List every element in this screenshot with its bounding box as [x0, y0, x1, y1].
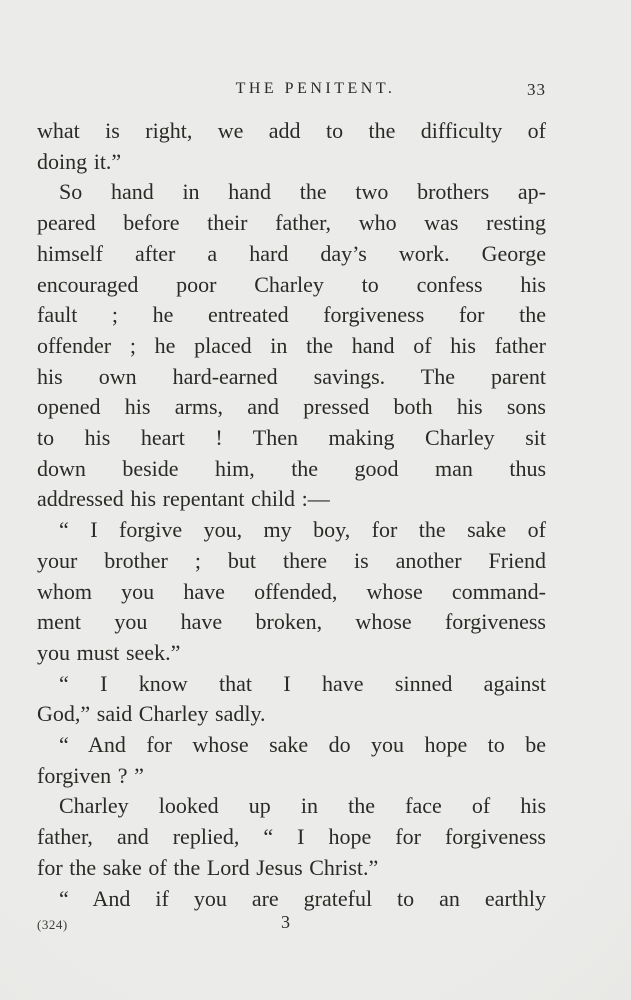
footer-page-number: 3 [281, 912, 290, 932]
text-line: fault ; he entreated forgiveness for the [37, 302, 546, 328]
text-line: encouraged poor Charley to confess his [37, 271, 546, 297]
text-line: your brother ; but there is another Friend [37, 547, 546, 573]
paragraph [37, 177, 546, 515]
page-footer [37, 912, 546, 940]
text-line: down beside him, the good man thus [37, 455, 546, 481]
text-line: “ I know that I have sinned against [59, 670, 546, 696]
paragraph [37, 730, 546, 791]
paragraph [37, 515, 546, 669]
text-line: God,” said Charley sadly. [37, 701, 266, 727]
text-line: So hand in hand the two brothers ap- [59, 179, 546, 205]
text-line: what is right, we add to the difficulty of [37, 118, 546, 143]
running-header [37, 80, 546, 100]
text-line: forgiven ? ” [37, 762, 144, 788]
text-line: to his heart ! Then making Charley sit [37, 425, 546, 451]
text-line: addressed his repentant child :— [37, 486, 330, 512]
text-line: peared before their father, who was resting [37, 210, 546, 236]
text-line: whom you have offended, whose command- [37, 578, 546, 604]
header-page-number: 33 [527, 80, 546, 99]
text-line: for the sake of the Lord Jesus Christ.” [37, 854, 379, 880]
text-line: himself after a hard day’s work. George [37, 240, 546, 266]
text-line: offender ; he placed in the hand of his father [37, 332, 546, 358]
page-body [37, 116, 546, 914]
running-header-title: THE PENITENT. [235, 80, 396, 97]
paragraph [37, 884, 546, 915]
paragraph [37, 791, 546, 883]
paragraph [37, 669, 546, 730]
text-line: Charley looked up in the face of his [59, 793, 546, 819]
text-line: his own hard-earned savings. The parent [37, 363, 546, 389]
text-line: doing it.” [37, 148, 122, 174]
text-line: “ And if you are grateful to an earthly [59, 885, 546, 911]
paragraph [37, 116, 546, 177]
text-line: “ I forgive you, my boy, for the sake of [59, 517, 546, 543]
text-line: father, and replied, “ I hope for forgiveness [37, 824, 546, 850]
text-line: opened his arms, and pressed both his sons [37, 394, 546, 420]
signature-mark: (324) [37, 917, 68, 932]
text-line: ment you have broken, whose forgiveness [37, 609, 546, 635]
text-line: “ And for whose sake do you hope to be [59, 732, 546, 758]
text-line: you must seek.” [37, 639, 181, 665]
